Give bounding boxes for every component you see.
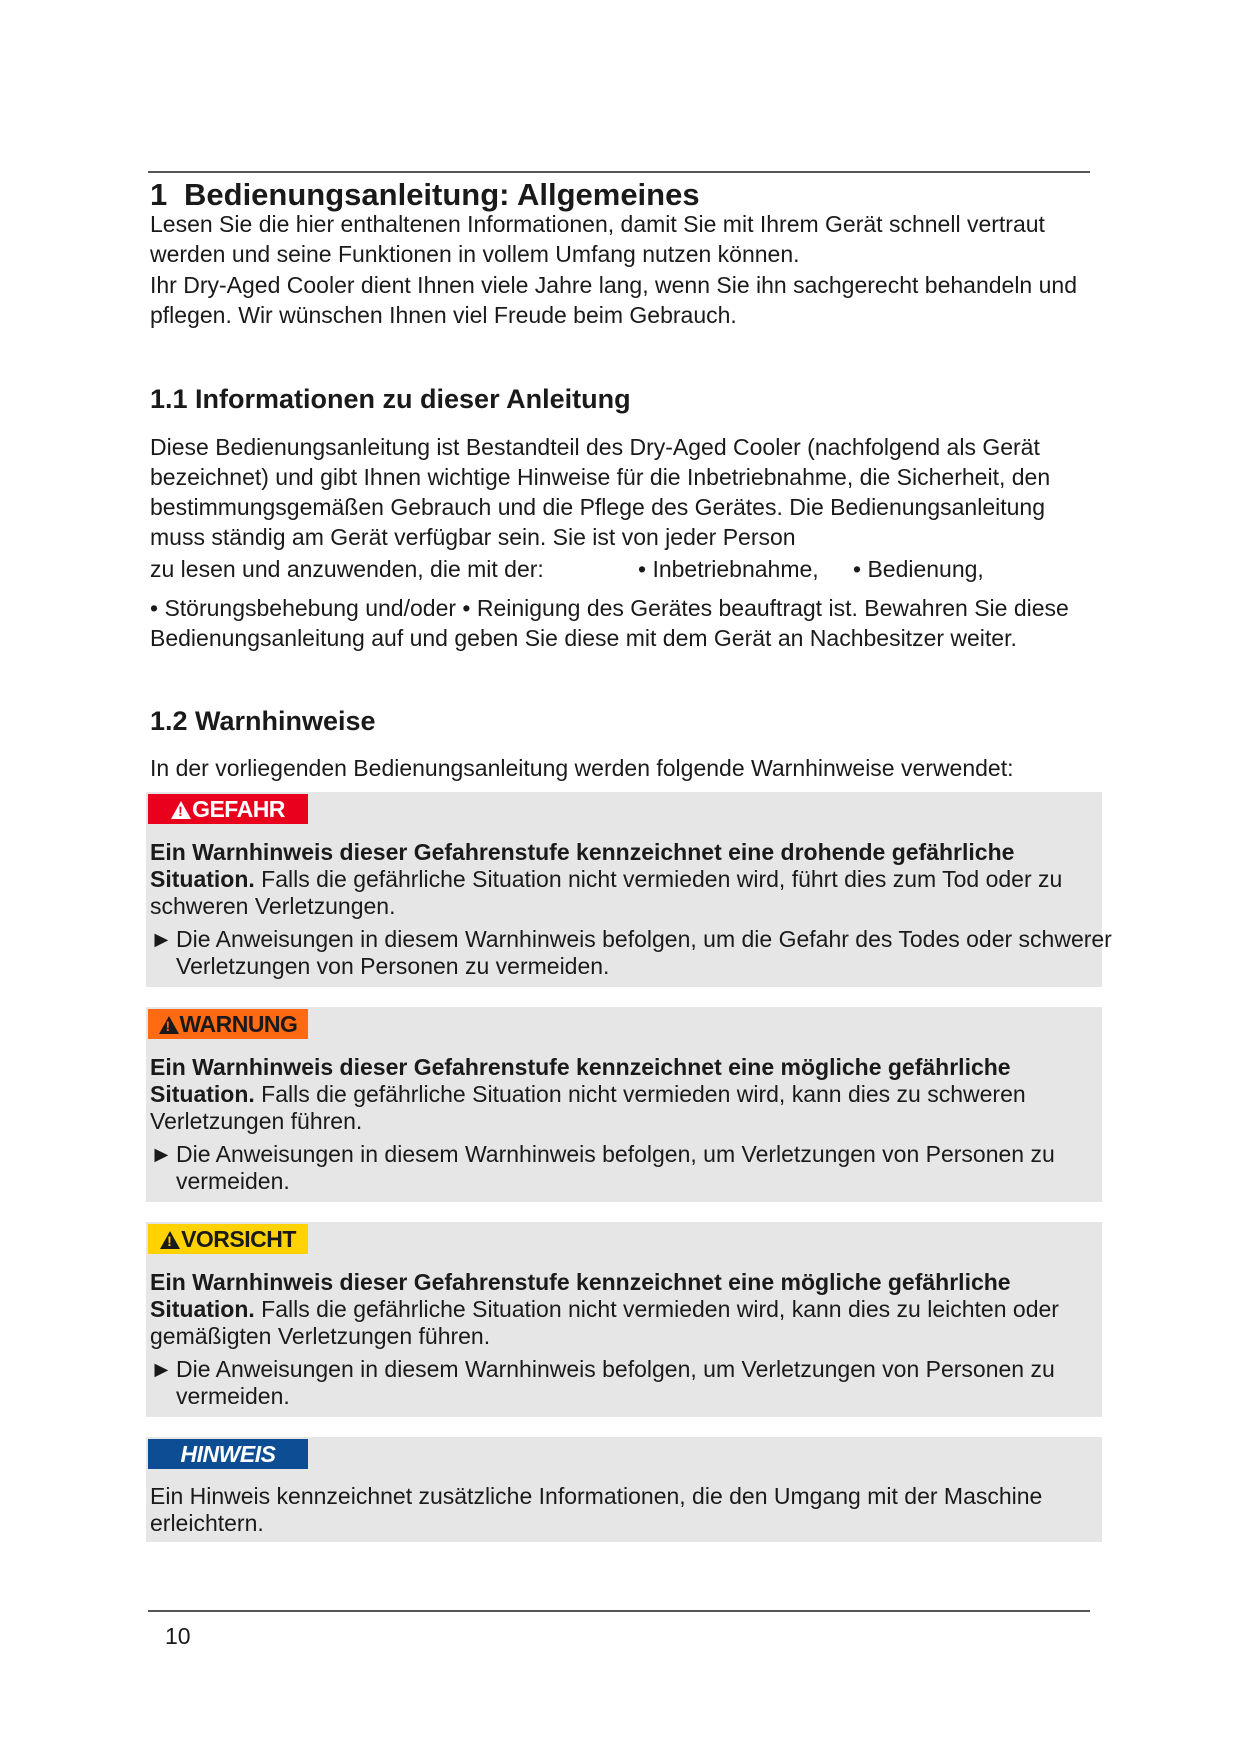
page-number: 10 [165,1623,191,1649]
vorsicht-action: ► Die Anweisungen in diesem Warnhinweis befolgen, um Verletzungen von Personen zu vermeiden. [150,1356,1055,1409]
notice-box-hinweis [146,1437,1102,1542]
warning-triangle-icon [171,801,191,819]
warning-box-vorsicht [146,1222,1102,1417]
arrow-icon: ► [150,1141,173,1167]
section-1-1-lead: zu lesen und anzuwenden, die mit der: [150,556,544,582]
footer-rule [148,1610,1090,1612]
intro-paragraph-1: Lesen Sie die hier enthaltenen Informationen, damit Sie mit Ihrem Gerät schnell vertraut werden und seine Funktionen in vollem Umfang nutzen können. [150,211,1045,267]
section-1-1-paragraph: Diese Bedienungsanleitung ist Bestandteil des Dry-Aged Cooler (nachfolgend als Gerät bezeichnet) und gibt Ihnen wichtige Hinweise für die Inbetriebnahme, die Sicherheit, den bestimmungsgemäßen Gebrauch und die Pflege des Gerätes. Die Bedienungsanleitung muss ständig am Gerät verfügbar sein. Sie ist von jeder Person [150,434,1051,550]
section-heading-1-1: 1.1 Informationen zu dieser Anleitung [150,384,631,414]
bullet-bedienung: • Bedienung, [853,556,984,582]
warning-triangle-icon [159,1016,179,1034]
intro-paragraph-2: Ihr Dry-Aged Cooler dient Ihnen viele Jahre lang, wenn Sie ihn sachgerecht behandeln und pflegen. Wir wünschen Ihnen viel Freude beim Gebrauch. [150,272,1077,328]
gefahr-action: ► Die Anweisungen in diesem Warnhinweis befolgen, um die Gefahr des Todes oder schwerer Verletzungen von Personen zu vermeiden. [150,926,1112,979]
warning-box-warnung [146,1007,1102,1202]
vorsicht-text: Ein Warnhinweis dieser Gefahrenstufe kennzeichnet eine mögliche gefährliche Situation. Falls die gefährliche Situation nicht vermieden wird, kann dies zu leichten oder gemäßigten Verletzungen führen. [150,1269,1059,1349]
gefahr-text: Ein Warnhinweis dieser Gefahrenstufe kennzeichnet eine drohende gefährliche Situation. Falls die gefährliche Situation nicht vermieden wird, führt dies zum Tod oder zu schweren Verletzungen. [150,839,1063,919]
section-1-1-tail: • Störungsbehebung und/oder • Reinigung des Gerätes beauftragt ist. Bewahren Sie diese Bedienungsanleitung auf und geben Sie diese mit dem Gerät an Nachbesitzer weiter. [150,595,1069,651]
hinweis-label: HINWEIS [148,1439,308,1469]
warnung-action: ► Die Anweisungen in diesem Warnhinweis befolgen, um Verletzungen von Personen zu vermeiden. [150,1141,1055,1194]
chapter-title: 1 Bedienungsanleitung: Allgemeines [150,177,700,212]
warning-triangle-icon [160,1231,180,1249]
gefahr-label: !GEFAHR [148,794,308,824]
warnung-label: !WARNUNG [148,1009,308,1039]
section-heading-1-2: 1.2 Warnhinweise [150,706,376,736]
header-rule [148,171,1090,173]
vorsicht-label: !VORSICHT [148,1224,308,1254]
hinweis-text: Ein Hinweis kennzeichnet zusätzliche Informationen, die den Umgang mit der Maschine erleichtern. [150,1483,1043,1536]
section-1-2-intro: In der vorliegenden Bedienungsanleitung werden folgende Warnhinweise verwendet: [150,755,1014,781]
warning-box-gefahr [146,792,1112,987]
arrow-icon: ► [150,926,173,952]
warnung-text: Ein Warnhinweis dieser Gefahrenstufe kennzeichnet eine mögliche gefährliche Situation. Falls die gefährliche Situation nicht vermieden wird, kann dies zu schweren Verletzungen führen. [150,1054,1026,1134]
bullet-inbetriebnahme: • Inbetriebnahme, [638,556,819,582]
arrow-icon: ► [150,1356,173,1382]
